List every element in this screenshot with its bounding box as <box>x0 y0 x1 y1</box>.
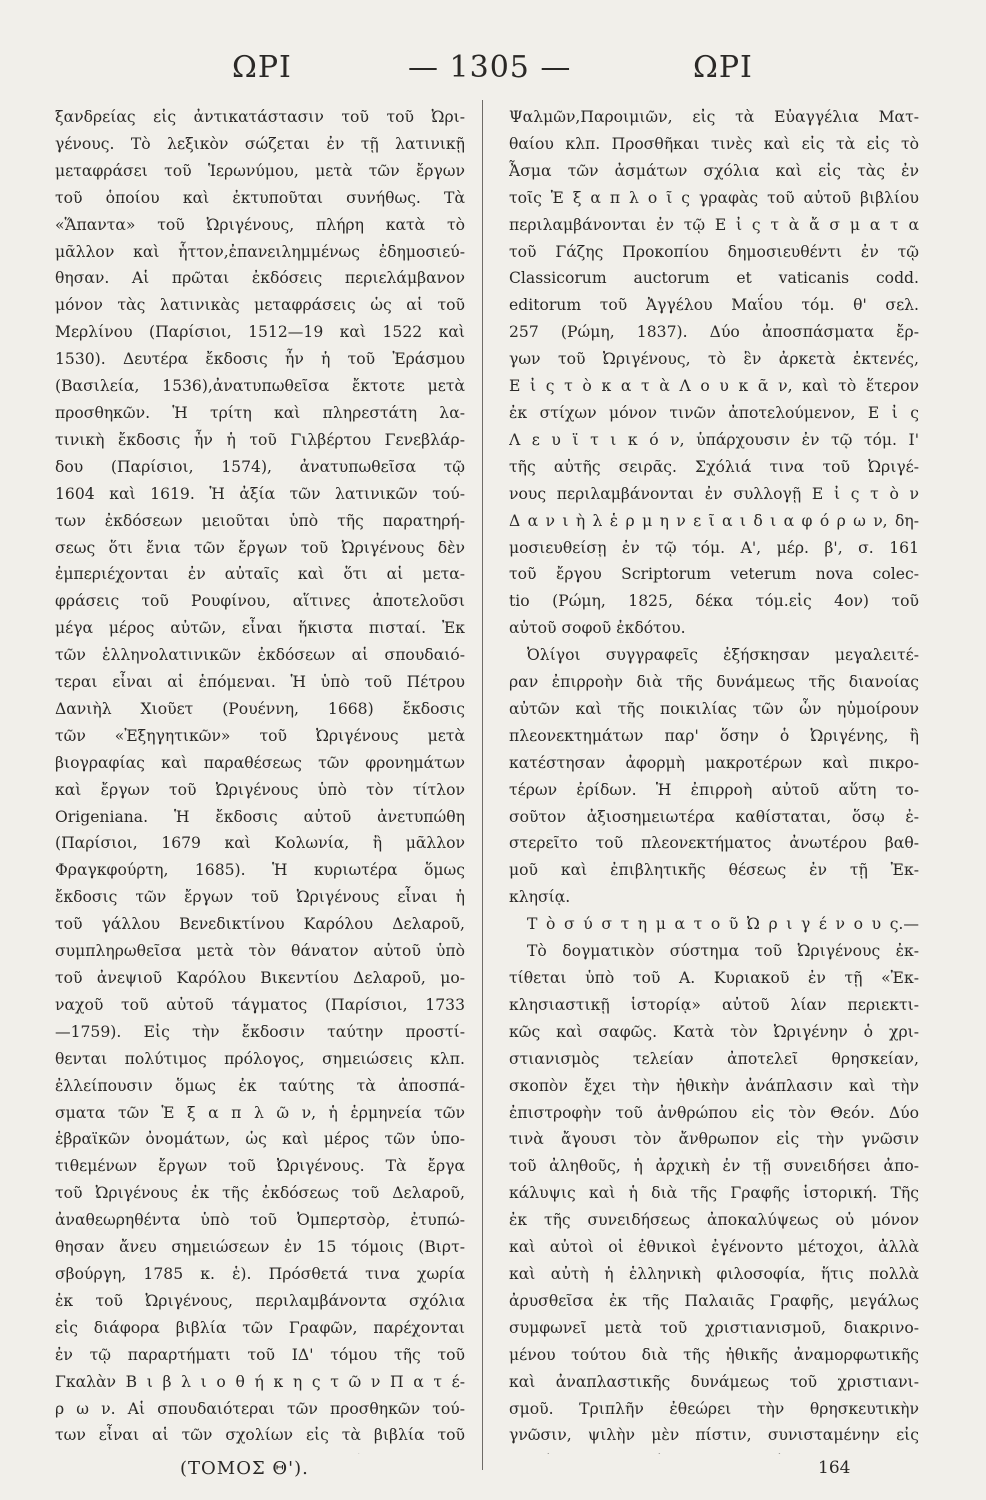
text-line: ἑβραϊκῶν ὀνομάτων, ὡς καὶ μέρος τῶν ὑπο- <box>55 1130 465 1149</box>
text-line: στερεῖτο τοῦ πλεονεκτήματος ἀνωτέρου βαθ- <box>509 834 919 853</box>
text-line: σβούργη, 1785 κ. ἑ). Πρόσθετά τινα χωρία <box>55 1264 465 1283</box>
text-line: Μερλίνου (Παρίσιοι, 1512—19 καὶ 1522 καὶ <box>55 323 465 342</box>
text-line: Φραγκφούρτη, 1685). Ἡ κυριωτέρα ὅμως <box>55 861 465 880</box>
text-line: ξανδρείας εἰς ἀντικατάστασιν τοῦ τοῦ Ὠρι- <box>55 108 465 126</box>
text-line: σοῦτον ἀξιοσημειωτέρα καθίσταται, ὅσῳ ἐ- <box>509 807 919 826</box>
text-line: καὶ αὐτὴ ἡ ἑλληνικὴ φιλοσοφία, ἥτις πολλὰ <box>509 1264 919 1283</box>
text-line: Origeniana. Ἡ ἔκδοσις αὐτοῦ ἀνετυπώθη <box>55 807 465 826</box>
text-line: θαίου κλπ. Προσθῆκαι τινὲς καὶ εἰς τὰ εἰς τὸ <box>509 134 919 153</box>
text-line: Ὀλίγοι συγγραφεῖς ἐξήσκησαν μεγαλειτέ- <box>527 646 919 665</box>
text-line: τοῖς Ἑ ξ α π λ ο ῖ ς γραφὰς τοῦ αὐτοῦ βιβλίου <box>509 188 919 207</box>
text-line: Τὸ δογματικὸν σύστημα τοῦ Ὠριγένους ἐκ- <box>527 942 919 961</box>
text-line: τεραι εἶναι αἱ ἑπόμεναι. Ἡ ὑπὸ τοῦ Πέτρου <box>55 673 465 692</box>
text-line: τίθεται ὑπὸ τοῦ Α. Κυριακοῦ ἐν τῇ «Ἐκ- <box>509 969 919 987</box>
text-line: φράσεις τοῦ Ρουφίνου, αἵτινες ἀποτελοῦσι <box>55 592 465 611</box>
text-line: ἐκ τῆς συνειδήσεως ἀποκαλύψεως οὐ μόνον <box>509 1211 919 1230</box>
text-line: στιανισμὸς τελείαν ἀποτελεῖ θρησκείαν, <box>509 1049 919 1068</box>
text-line: ἀναθεωρηθέντα ὑπὸ τοῦ Ὀμπερτσὸρ, ἐτυπώ- <box>55 1211 465 1230</box>
text-line: (Παρίσιοι, 1679 καὶ Κολωνία, ἢ μᾶλλον <box>55 834 465 853</box>
text-line: τιθεμένων ἔργων τοῦ Ὠριγένους. Τὰ ἔργα <box>55 1157 465 1176</box>
text-line: θησαν ἄνευ σημειώσεων ἐν 15 τόμοις (Βιρτ- <box>55 1238 465 1257</box>
text-line: ἐκ στίχων μόνον τινῶν ἀποτελούμενον, Ε ἰ ς <box>509 403 919 422</box>
text-line: των εἶναι αἱ τῶν σχολίων εἰς τὰ βιβλία τοῦ <box>55 1426 465 1445</box>
page-number: — 1305 — <box>408 50 572 85</box>
text-line: ἐπιστροφὴν τοῦ ἀνθρώπου εἰς τὸν Θεόν. Δύο <box>509 1103 919 1122</box>
text-line: τῶν «Ἐξηγητικῶν» τοῦ Ὠριγένους μετὰ <box>55 726 465 745</box>
text-line: (Βασιλεία, 1536),ἀνατυπωθεῖσα ἔκτοτε μετὰ <box>55 377 465 396</box>
text-line: καὶ ἔργων τοῦ Ὠριγένους ὑπὸ τὸν τίτλον <box>55 780 465 799</box>
text-line: 1604 καὶ 1619. Ἡ ἀξία τῶν λατινικῶν τού- <box>55 484 465 503</box>
text-line: σκοπὸν ἔχει τὴν ἠθικὴν ἀνάπλασιν καὶ τὴν <box>509 1076 919 1095</box>
right-text-column <box>509 104 919 1454</box>
header-left-keyword: ΩΡΙ <box>232 50 292 85</box>
text-line: κλησίᾳ. <box>509 888 571 907</box>
text-line: Τ ὸ σ ύ σ τ η μ α τ ο ῦ Ὠ ρ ι γ έ ν ο υ ς.— <box>527 915 919 934</box>
text-line: τέρων ἐρίδων. Ἡ ἐπιρροὴ αὐτοῦ αὕτη το- <box>509 780 919 799</box>
text-line: δου (Παρίσιοι, 1574), ἀνατυπωθεῖσα τῷ <box>55 457 465 476</box>
text-line: κατέστησαν ἀφορμὴ μακροτέρων καὶ πικρο- <box>509 753 919 772</box>
text-line: θησαν. Αἱ πρῶται ἐκδόσεις περιελάμβανον <box>55 269 465 288</box>
text-line: αὐτοῦ σοφοῦ ἐκδότου. <box>509 619 686 638</box>
text-line: ἐλλείπουσιν ὅμως ἐκ ταύτης τὰ ἀποσπά- <box>55 1076 465 1095</box>
text-line: ἔκδοσις τῶν ἔργων τοῦ Ὠριγένους εἶναι ἡ <box>55 888 465 907</box>
text-line: «Ἅπαντα» τοῦ Ὠριγένους, πλήρη κατὰ τὸ <box>55 215 465 234</box>
text-line: κάλυψις καὶ ἡ διὰ τῆς Γραφῆς ἱστορική. Τῆς <box>509 1184 919 1203</box>
text-line: μᾶλλον καὶ ἧττον,ἐπανειλημμένως ἐδημοσιεύ- <box>55 242 465 261</box>
text-line: τινικὴ ἔκδοσις ἦν ἡ τοῦ Γιλβέρτου Γενεβλάρ- <box>55 430 465 449</box>
text-line: σεως ὅτι ἔνια τῶν ἔργων τοῦ Ὠριγένους δὲν <box>55 538 465 557</box>
text-line: —1759). Εἰς τὴν ἔκδοσιν ταύτην προστί- <box>55 1022 465 1041</box>
text-line: γένους. Τὸ λεξικὸν σώζεται ἐν τῇ λατινικῇ <box>55 134 465 153</box>
text-line: σμοῦ. Τριπλῆν ἐθεώρει τὴν θρησκευτικὴν <box>509 1399 919 1418</box>
column-divider <box>482 100 483 1470</box>
text-line: μεταφράσει τοῦ Ἱερωνύμου, μετὰ τῶν ἔργων <box>55 161 465 180</box>
left-text-column <box>55 104 465 1454</box>
text-line: tio (Ρώμη, 1825, δέκα τόμ.εἰς 4ον) τοῦ <box>509 592 919 611</box>
text-line: νους περιλαμβάνονται ἐν συλλογῇ Ε ἰ ς τ ὸ ν <box>509 484 919 503</box>
text-line: τοῦ ἀνεψιοῦ Καρόλου Βικεντίου Δελαροῦ, μο- <box>55 969 465 987</box>
text-line: βιογραφίας καὶ παραθέσεως τῶν φρονημάτων <box>55 753 465 772</box>
text-line: θενται πολύτιμος πρόλογος, σημειώσεις κλπ. <box>55 1049 465 1068</box>
text-line: γνῶσιν, ψιλὴν μὲν πίστιν, συνισταμένην εἰς <box>509 1426 919 1445</box>
text-line: τῆς αὐτῆς σειρᾶς. Σχόλιά τινα τοῦ Ὠριγέ- <box>509 457 919 476</box>
text-line: μέγα μέρος αὐτῶν, εἶναι ἥκιστα πισταί. Ἐκ <box>55 619 465 638</box>
text-line: τινὰ ἄγουσι τὸν ἄνθρωπον εἰς τὴν γνῶσιν <box>509 1130 919 1149</box>
text-line: τοῦ γάλλου Βενεδικτίνου Καρόλου Δελαροῦ, <box>55 915 465 934</box>
text-line: τοῦ ἔργου Scriptorum veterum nova colec- <box>509 565 919 584</box>
text-line: ἐκ τοῦ Ὠριγένους, περιλαμβάνοντα σχόλια <box>55 1291 465 1310</box>
text-line: των ἐκδόσεων μειοῦται ὑπὸ τῆς παρατηρή- <box>55 511 465 530</box>
text-line: περιλαμβάνονται ἐν τῷ Ε ἰ ς τ ὰ ἄ σ μ α τ α <box>509 215 919 234</box>
text-line: Classicorum auctorum et vaticanis codd. <box>509 269 919 288</box>
text-line: Γκαλὰν Β ι β λ ι ο θ ή κ η ς τ ῶ ν Π α τ έ- <box>55 1372 465 1391</box>
text-line: Ε ἰ ς τ ὸ κ α τ ὰ Λ ο υ κ ᾶ ν, καὶ τὸ ἕτερον <box>509 377 919 396</box>
text-line: editorum τοῦ Ἀγγέλου Μαΐου τόμ. θ' σελ. <box>509 296 919 315</box>
text-line <box>55 1449 465 1454</box>
text-line <box>509 1449 919 1454</box>
text-line: καὶ ἀναπλαστικῆς δυνάμεως τοῦ χριστιανι- <box>509 1372 919 1391</box>
text-line: τοῦ ἀληθοῦς, ἡ ἀρχικὴ ἐν τῇ συνειδήσει ἀπο- <box>509 1157 919 1176</box>
text-line: ἐν τῷ παραρτήματι τοῦ ΙΔ' τόμου τῆς τοῦ <box>55 1345 465 1364</box>
text-line: προσθηκῶν. Ἡ τρίτη καὶ πληρεστάτη λα- <box>55 403 465 422</box>
text-line: ναχοῦ τοῦ αὐτοῦ τάγματος (Παρίσιοι, 1733 <box>55 995 465 1014</box>
text-line: σματα τῶν Ἑ ξ α π λ ῶ ν, ἡ ἑρμηνεία τῶν <box>55 1103 465 1122</box>
text-line: συμφωνεῖ μετὰ τοῦ χριστιανισμοῦ, διακρινο- <box>509 1318 919 1337</box>
text-line: κῶς καὶ σαφῶς. Κατὰ τὸν Ὠριγένην ὁ χρι- <box>509 1022 919 1041</box>
text-line: πλεονεκτημάτων παρ' ὅσην ὁ Ὠριγένης, ἢ <box>509 726 919 745</box>
text-line: τοῦ Ὠριγένους ἐκ τῆς ἐκδόσεως τοῦ Δελαροῦ, <box>55 1184 465 1203</box>
text-line: μοσιευθείσῃ ἐν τῷ τόμ. Α', μέρ. β', σ. 161 <box>509 538 919 557</box>
text-line: μόνον τὰς λατινικὰς μεταφράσεις ὡς αἱ τοῦ <box>55 296 465 315</box>
text-line: Δανιὴλ Χιοῦετ (Ρουέννη, 1668) ἔκδοσις <box>55 699 465 718</box>
text-line: ἀρυσθεῖσα ἐκ τῆς Παλαιᾶς Γραφῆς, μεγάλως <box>509 1291 919 1310</box>
text-line: τοῦ ὁποίου καὶ ἐκτυποῦται συνήθως. Τὰ <box>55 188 465 207</box>
text-line: μοῦ καὶ ἐπιβλητικῆς θέσεως ἐν τῇ Ἐκ- <box>509 861 919 880</box>
volume-label: (ΤΟΜΟΣ Θ'). <box>180 1458 309 1479</box>
text-line: Λ ε υ ϊ τ ι κ ό ν, ὑπάρχουσιν ἐν τῷ τόμ. Ι' <box>509 430 919 449</box>
text-line: καὶ αὐτοὶ οἱ ἐθνικοὶ ἐγένοντο μέτοχοι, ἀλλὰ <box>509 1238 919 1257</box>
text-line: Ἆσμα τῶν ἀσμάτων σχόλια καὶ εἰς τὰς ἐν <box>509 161 919 180</box>
text-line: Δ α ν ι ὴ λ ἑ ρ μ η ν ε ῖ α ι δ ι α φ ό ρ ω ν, δη- <box>509 511 919 530</box>
text-line: γων τοῦ Ὠριγένους, τὸ ἓν ἀρκετὰ ἐκτενές, <box>509 350 919 369</box>
text-line: συμπληρωθεῖσα μετὰ τὸν θάνατον αὐτοῦ ὑπὸ <box>55 942 465 961</box>
text-line: ρ ω ν. Αἱ σπουδαιότεραι τῶν προσθηκῶν τού- <box>55 1399 465 1418</box>
text-line: 257 (Ρώμη, 1837). Δύο ἀποσπάσματα ἔρ- <box>509 323 919 342</box>
text-line: αὐτῶν καὶ τῆς ποικιλίας τῶν ὧν ηὐμοίρουν <box>509 699 919 718</box>
text-line: Ψαλμῶν,Παροιμιῶν, εἰς τὰ Εὐαγγέλια Ματ- <box>509 108 919 126</box>
header-right-keyword: ΩΡΙ <box>693 50 753 85</box>
text-line: μένου τούτου διὰ τῆς ἠθικῆς ἀναμορφωτικῆς <box>509 1345 919 1364</box>
text-line: 1530). Δευτέρα ἔκδοσις ἦν ἡ τοῦ Ἐράσμου <box>55 350 465 369</box>
text-line: κλησιαστικῇ ἱστορίᾳ» αὐτοῦ λίαν περιεκτι- <box>509 995 919 1014</box>
text-line: ραν ἐπιρροὴν διὰ τῆς δυνάμεως τῆς διανοίας <box>509 673 919 692</box>
text-line: ἐμπεριέχονται ἐν αὐταῖς καὶ ὅτι αἱ μετα- <box>55 565 465 584</box>
text-line: εἰς διάφορα βιβλία τῶν Γραφῶν, παρέχονται <box>55 1318 465 1337</box>
signature-number: 164 <box>818 1458 851 1478</box>
text-line: τῶν ἑλληνολατινικῶν ἐκδόσεων αἱ σπουδαιό- <box>55 646 465 665</box>
text-line: τοῦ Γάζης Προκοπίου δημοσιευθέντι ἐν τῷ <box>509 242 919 261</box>
